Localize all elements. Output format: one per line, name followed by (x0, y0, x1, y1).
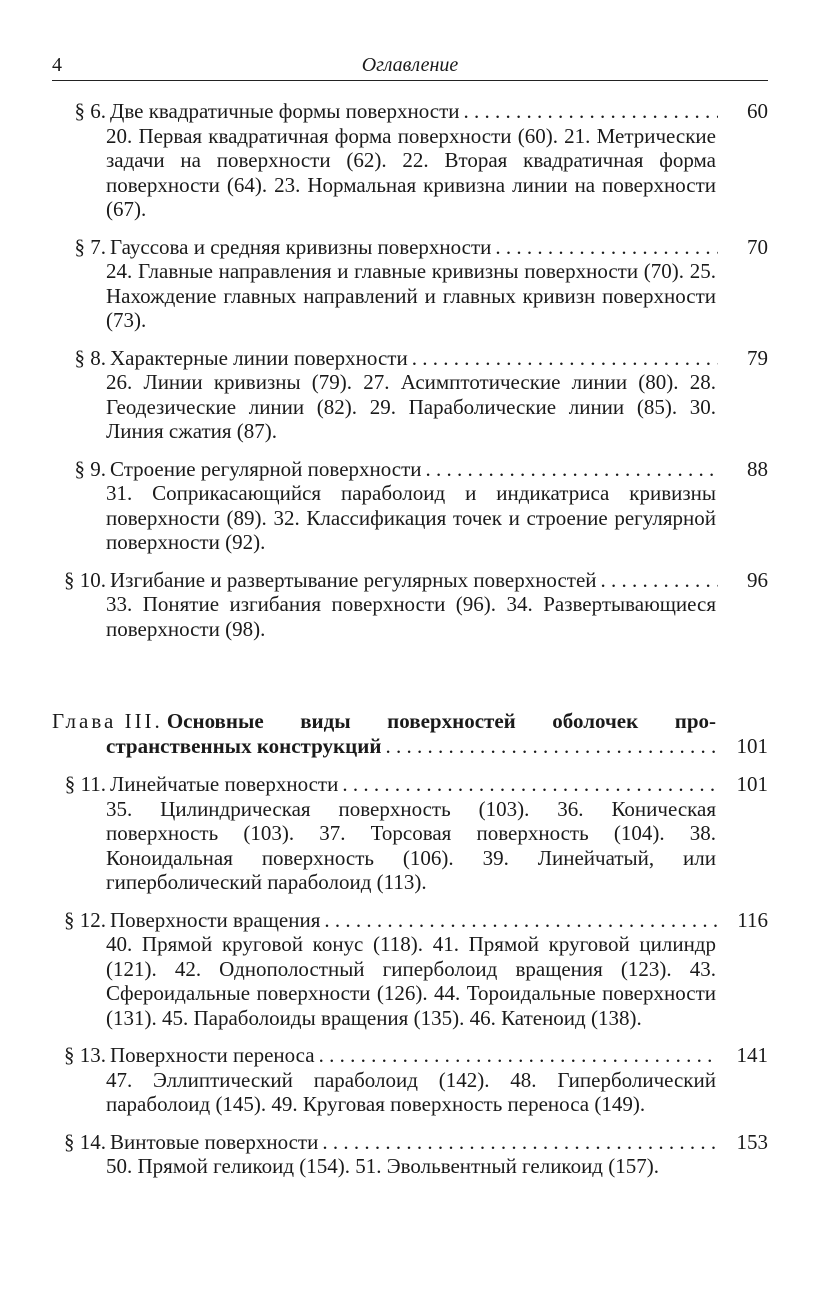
section-number: § 9. (74, 456, 106, 481)
section-page: 101 (736, 772, 768, 796)
section-title[interactable]: Две квадратичные формы поверхности (110, 99, 460, 123)
leader-dots (426, 457, 718, 482)
section-number: § 11. (64, 772, 106, 796)
section-number: § 6. (74, 99, 106, 123)
leader-dots (322, 1130, 718, 1155)
chapter-heading (52, 709, 768, 758)
running-head (52, 52, 768, 81)
section-title[interactable]: Характерные линии поверхности (110, 345, 408, 370)
toc-entry (52, 908, 768, 1031)
subsection-list: 20. Первая квадратичная форма поверхности (60). 21. Метрические задачи на поверхности (62). 22. Вторая квадратичная форма поверхности (64). 23. Нормальная кривизна линии на поверхности (67). (106, 123, 716, 221)
toc-page (52, 52, 768, 1192)
toc-entry (52, 99, 768, 222)
section-number: § 7. (74, 234, 106, 259)
leader-dots (495, 235, 718, 260)
toc-entry (52, 1130, 768, 1179)
leader-dots (412, 346, 718, 371)
section-number: § 8. (74, 345, 106, 370)
chapter-title-line1[interactable]: Основные виды поверхностей оболочек про- (166, 709, 716, 733)
leader-dots (342, 772, 718, 797)
toc-entry (52, 568, 768, 642)
section-number: § 13. (64, 1043, 106, 1067)
section-page: 79 (747, 345, 768, 370)
section-title[interactable]: Поверхности вращения (110, 907, 321, 932)
section-title[interactable]: Поверхности переноса (110, 1043, 315, 1067)
section-page: 88 (747, 456, 768, 481)
running-title: Оглавление (361, 54, 459, 76)
leader-dots (464, 99, 719, 124)
leader-dots (319, 1043, 718, 1068)
section-page: 96 (747, 567, 768, 592)
section-page: 116 (737, 907, 768, 932)
leader-dots (324, 908, 718, 933)
section-page: 70 (747, 234, 768, 259)
section-title[interactable]: Гауссова и средняя кривизны поверхности (110, 234, 492, 259)
section-title[interactable]: Изгибание и развертывание регулярных поверхностей (110, 567, 597, 592)
section-number: § 12. (64, 907, 106, 932)
subsection-list: 24. Главные направления и главные кривизны поверхности (70). 25. Нахождение главных направлений и главных кривизн поверхности (73). (106, 259, 716, 332)
toc-entry (52, 346, 768, 444)
section-number: § 10. (64, 567, 106, 592)
chapter-page: 101 (736, 733, 768, 758)
section-title[interactable]: Винтовые поверхности (110, 1129, 319, 1154)
section-page: 153 (736, 1129, 768, 1154)
toc-entry (52, 457, 768, 555)
leader-dots (385, 734, 718, 759)
subsection-list: 40. Прямой круговой конус (118). 41. Прямой круговой цилиндр (121). 42. Однополостный гиперболоид вращения (123). 43. Сфероидальные поверхности (126). 44. Тороидальные поверхности (131). 45. Параболоиды вращения (135). 46. Катеноид (138). (106, 932, 716, 1030)
leader-dots (601, 568, 718, 593)
table-of-contents (52, 99, 768, 1179)
chapter-label: Глава III. (52, 709, 163, 733)
subsection-list: 33. Понятие изгибания поверхности (96). 34. Развертывающиеся поверхности (98). (106, 592, 716, 641)
subsection-list: 26. Линии кривизны (79). 27. Асимптотические линии (80). 28. Геодезические линии (82). 29. Параболические линии (85). 30. Линия сжатия (87). (106, 370, 716, 443)
toc-entry (52, 772, 768, 895)
toc-entry (52, 235, 768, 333)
subsection-list: 50. Прямой геликоид (154). 51. Эвольвентный геликоид (157). (106, 1154, 659, 1178)
subsection-list: 47. Эллиптический параболоид (142). 48. Гиперболический параболоид (145). 49. Круговая поверхность переноса (149). (106, 1067, 716, 1116)
section-number: § 14. (64, 1129, 106, 1154)
section-page: 141 (736, 1043, 768, 1067)
section-title[interactable]: Линейчатые поверхности (110, 772, 339, 796)
chapter-title-line2[interactable]: странственных конструкций (106, 733, 382, 758)
section-page: 60 (747, 99, 768, 123)
subsection-list: 35. Цилиндрическая поверхность (103). 36. Коническая поверхность (103). 37. Торсовая поверхность (104). 38. Коноидальная поверхность (106). 39. Линейчатый, или гиперболический параболоид (113). (106, 796, 716, 894)
subsection-list: 31. Соприкасающийся параболоид и индикатриса кривизны поверхности (89). 32. Классификация точек и строение регулярной поверхности (92). (106, 481, 716, 554)
page-number: 4 (52, 54, 62, 76)
toc-entry (52, 1043, 768, 1117)
section-title[interactable]: Строение регулярной поверхности (110, 456, 422, 481)
